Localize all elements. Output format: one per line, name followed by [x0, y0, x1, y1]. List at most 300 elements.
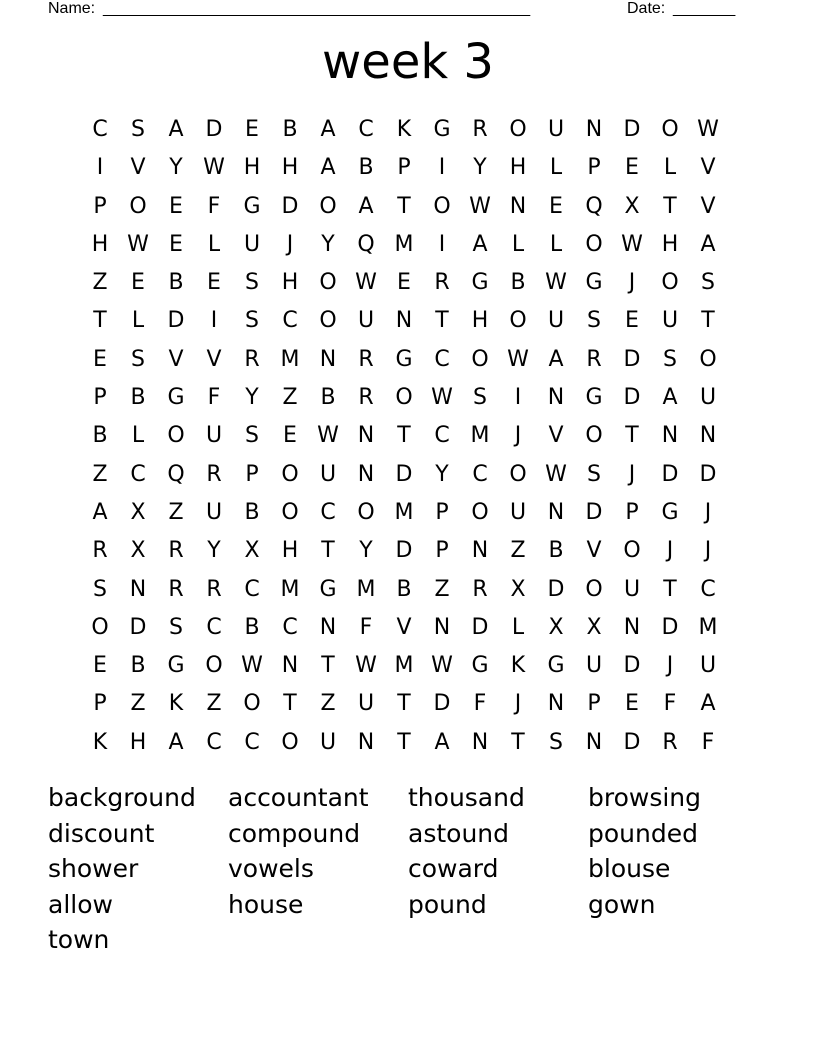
grid-letter: Z — [168, 499, 184, 525]
grid-letter: S — [587, 308, 601, 334]
word-bank-item: shower — [48, 854, 139, 883]
grid-letter: J — [666, 538, 674, 564]
grid-letter: E — [625, 155, 639, 181]
grid-letter: O — [395, 385, 413, 411]
grid-letter: W — [507, 346, 529, 372]
grid-letter: N — [395, 308, 413, 334]
grid-letter: H — [509, 155, 527, 181]
grid-letter: D — [471, 614, 489, 640]
grid-letter: W — [431, 385, 453, 411]
grid-letter: C — [244, 576, 260, 602]
grid-letter: U — [699, 385, 717, 411]
grid-letter: W — [431, 653, 453, 679]
grid-letter: A — [320, 155, 336, 181]
grid-letter: A — [320, 117, 336, 142]
grid-letter: T — [663, 193, 677, 219]
grid-letter: J — [514, 691, 522, 717]
grid-letter: O — [129, 193, 147, 219]
grid-letter: U — [509, 499, 527, 525]
grid-letter: Z — [92, 461, 108, 487]
grid-letter: O — [319, 193, 337, 219]
grid-letter: N — [471, 729, 489, 755]
grid-letter: N — [547, 385, 565, 411]
grid-letter: O — [243, 691, 261, 717]
grid-letter: W — [545, 270, 567, 296]
grid-letter: L — [511, 614, 525, 640]
grid-letter: M — [394, 653, 414, 679]
grid-letter: C — [130, 461, 146, 487]
grid-letter: O — [509, 117, 527, 142]
grid-letter: O — [509, 461, 527, 487]
grid-letter: P — [93, 193, 107, 219]
grid-letter: D — [623, 729, 641, 755]
grid-letter: C — [206, 729, 222, 755]
grid-letter: G — [395, 346, 413, 372]
grid-letter: C — [244, 729, 260, 755]
grid-letter: Z — [92, 270, 108, 296]
grid-letter: E — [549, 193, 563, 219]
grid-letter: G — [585, 270, 603, 296]
grid-letter: A — [700, 691, 716, 717]
grid-letter: N — [319, 614, 337, 640]
grid-letter: T — [397, 729, 411, 755]
grid-letter: L — [549, 231, 563, 257]
grid-letter: E — [169, 231, 183, 257]
grid-letter: K — [92, 729, 108, 755]
grid-letter: V — [168, 346, 184, 372]
grid-letter: X — [586, 614, 602, 640]
grid-letter: E — [397, 270, 411, 296]
grid-letter: U — [243, 231, 261, 257]
grid-letter: S — [587, 461, 601, 487]
grid-letter: E — [169, 193, 183, 219]
grid-letter: B — [92, 423, 108, 449]
grid-letter: J — [704, 499, 712, 525]
header-row — [48, 0, 748, 20]
grid-letter: F — [473, 691, 487, 717]
grid-letter: E — [245, 117, 259, 142]
grid-letter: T — [435, 308, 449, 334]
grid-letter: T — [397, 691, 411, 717]
grid-letter: C — [358, 117, 374, 142]
grid-letter: N — [699, 423, 717, 449]
grid-letter: V — [700, 193, 716, 219]
grid-letter: C — [282, 308, 298, 334]
grid-letter: S — [245, 423, 259, 449]
grid-letter: S — [663, 346, 677, 372]
grid-letter: I — [438, 231, 446, 257]
grid-letter: B — [510, 270, 526, 296]
word-bank-item: accountant — [228, 783, 369, 812]
grid-letter: D — [281, 193, 299, 219]
grid-letter: A — [168, 729, 184, 755]
grid-letter: B — [320, 385, 336, 411]
grid-letter: R — [168, 538, 184, 564]
grid-letter: E — [283, 423, 297, 449]
grid-letter: B — [282, 117, 298, 142]
word-bank-item: browsing — [588, 783, 702, 812]
grid-letter: Y — [321, 231, 335, 257]
grid-letter: A — [168, 117, 184, 142]
grid-letter: I — [438, 155, 446, 181]
grid-letter: T — [93, 308, 107, 334]
grid-letter: W — [241, 653, 263, 679]
grid-letter: Q — [357, 231, 375, 257]
grid-letter: D — [547, 576, 565, 602]
grid-letter: Z — [282, 385, 298, 411]
grid-letter: J — [286, 231, 294, 257]
grid-letter: O — [585, 576, 603, 602]
grid-letter: I — [96, 155, 104, 181]
grid-letter: G — [471, 653, 489, 679]
grid-letter: F — [701, 729, 715, 755]
grid-letter: L — [549, 155, 563, 181]
grid-letter: U — [319, 729, 337, 755]
grid-letter: D — [661, 461, 679, 487]
grid-letter: T — [663, 576, 677, 602]
grid-letter: C — [700, 576, 716, 602]
grid-letter: D — [623, 117, 641, 142]
grid-letter: V — [700, 155, 716, 181]
grid-letter: G — [167, 385, 185, 411]
grid-letter: R — [206, 461, 222, 487]
grid-letter: U — [357, 691, 375, 717]
grid-letter: B — [168, 270, 184, 296]
grid-letter: B — [396, 576, 412, 602]
grid-letter: R — [358, 385, 374, 411]
grid-letter: O — [281, 499, 299, 525]
grid-letter: C — [434, 423, 450, 449]
grid-letter: E — [93, 346, 107, 372]
word-bank-item: allow — [48, 889, 113, 919]
grid-letter: N — [433, 614, 451, 640]
grid-letter: B — [130, 385, 146, 411]
grid-letter: U — [205, 499, 223, 525]
grid-letter: D — [699, 461, 717, 487]
grid-letter: H — [129, 729, 147, 755]
grid-letter: M — [280, 576, 300, 602]
grid-letter: U — [699, 653, 717, 679]
grid-letter: D — [205, 117, 223, 142]
grid-letter: G — [661, 499, 679, 525]
grid-letter: T — [321, 538, 335, 564]
grid-letter: N — [585, 729, 603, 755]
grid-letter: B — [358, 155, 374, 181]
grid-letter: C — [206, 614, 222, 640]
grid-letter: U — [585, 653, 603, 679]
grid-letter: M — [394, 499, 414, 525]
grid-letter: V — [206, 346, 222, 372]
grid-letter: N — [357, 729, 375, 755]
grid-letter: Z — [130, 691, 146, 717]
word-bank-item: house — [228, 889, 304, 919]
grid-letter: O — [585, 231, 603, 257]
grid-letter: B — [244, 499, 260, 525]
grid-letter: T — [283, 691, 297, 717]
grid-letter: W — [697, 117, 719, 142]
grid-letter: W — [621, 231, 643, 257]
grid-letter: P — [435, 538, 449, 564]
grid-letter: A — [472, 231, 488, 257]
grid-letter: L — [207, 231, 221, 257]
grid-letter: S — [245, 308, 259, 334]
grid-letter: C — [92, 117, 108, 142]
grid-letter: M — [280, 346, 300, 372]
grid-letter: R — [472, 576, 488, 602]
grid-letter: O — [281, 729, 299, 755]
grid-letter: H — [243, 155, 261, 181]
grid-letter: W — [355, 270, 377, 296]
grid-letter: N — [129, 576, 147, 602]
grid-letter: D — [585, 499, 603, 525]
grid-letter: O — [585, 423, 603, 449]
grid-letter: H — [471, 308, 489, 334]
grid-letter: V — [396, 614, 412, 640]
grid-letter: X — [624, 193, 640, 219]
grid-letter: A — [548, 346, 564, 372]
grid-letter: O — [433, 193, 451, 219]
grid-letter: P — [93, 385, 107, 411]
grid-letter: X — [130, 538, 146, 564]
grid-letter: B — [548, 538, 564, 564]
grid-letter: U — [319, 461, 337, 487]
grid-letter: N — [623, 614, 641, 640]
grid-letter: U — [623, 576, 641, 602]
grid-letter: W — [317, 423, 339, 449]
grid-letter: M — [356, 576, 376, 602]
grid-letter: D — [395, 461, 413, 487]
grid-letter: H — [281, 155, 299, 181]
grid-letter: Y — [207, 538, 221, 564]
grid-letter: O — [661, 117, 679, 142]
word-bank-item: astound — [408, 818, 510, 848]
grid-letter: O — [661, 270, 679, 296]
grid-letter: J — [666, 653, 674, 679]
grid-letter: Q — [167, 461, 185, 487]
grid-letter: Y — [435, 461, 449, 487]
grid-letter: Y — [359, 538, 373, 564]
grid-letter: R — [472, 117, 488, 142]
grid-letter: X — [510, 576, 526, 602]
grid-letter: R — [244, 346, 260, 372]
grid-letter: G — [547, 653, 565, 679]
grid-letter: D — [433, 691, 451, 717]
grid-letter: M — [394, 231, 414, 257]
grid-letter: T — [397, 423, 411, 449]
grid-letter: H — [281, 270, 299, 296]
grid-letter: P — [435, 499, 449, 525]
word-bank-item: discount — [48, 818, 155, 848]
grid-letter: J — [628, 270, 636, 296]
grid-letter: B — [244, 614, 260, 640]
grid-letter: Y — [169, 155, 183, 181]
grid-letter: P — [625, 499, 639, 525]
grid-letter: A — [700, 231, 716, 257]
grid-letter: S — [245, 270, 259, 296]
grid-letter: G — [243, 193, 261, 219]
grid-letter: U — [357, 308, 375, 334]
grid-letter: S — [549, 729, 563, 755]
grid-letter: D — [623, 346, 641, 372]
grid-letter: T — [511, 729, 525, 755]
grid-letter: G — [585, 385, 603, 411]
grid-letter: O — [357, 499, 375, 525]
grid-letter: Y — [245, 385, 259, 411]
grid-letter: M — [470, 423, 490, 449]
grid-letter: E — [93, 653, 107, 679]
date-blank-line: _______ — [673, 0, 736, 17]
grid-letter: C — [320, 499, 336, 525]
grid-letter: X — [130, 499, 146, 525]
grid-letter: N — [547, 691, 565, 717]
grid-letter: A — [358, 193, 374, 219]
word-bank-item: pound — [408, 889, 487, 919]
grid-letter: F — [359, 614, 373, 640]
grid-letter: S — [169, 614, 183, 640]
grid-letter: E — [131, 270, 145, 296]
grid-letter: S — [93, 576, 107, 602]
word-bank-item: vowels — [228, 854, 314, 883]
grid-letter: N — [281, 653, 299, 679]
grid-letter: R — [358, 346, 374, 372]
grid-letter: J — [628, 461, 636, 487]
word-bank — [48, 780, 768, 958]
grid-letter: O — [509, 308, 527, 334]
grid-letter: S — [473, 385, 487, 411]
grid-letter: G — [433, 117, 451, 142]
grid-letter: A — [434, 729, 450, 755]
grid-letter: I — [514, 385, 522, 411]
grid-letter: B — [130, 653, 146, 679]
grid-letter: Z — [434, 576, 450, 602]
grid-letter: F — [207, 193, 221, 219]
grid-letter: Z — [206, 691, 222, 717]
grid-letter: G — [319, 576, 337, 602]
grid-letter: G — [471, 270, 489, 296]
grid-letter: H — [661, 231, 679, 257]
grid-letter: U — [661, 308, 679, 334]
grid-letter: C — [434, 346, 450, 372]
grid-letter: R — [92, 538, 108, 564]
grid-letter: W — [127, 231, 149, 257]
grid-letter: X — [244, 538, 260, 564]
grid-letter: L — [131, 308, 145, 334]
grid-letter: N — [357, 461, 375, 487]
grid-letter: E — [625, 308, 639, 334]
grid-letter: N — [585, 117, 603, 142]
grid-letter: O — [91, 614, 109, 640]
grid-letter: O — [471, 499, 489, 525]
grid-letter: X — [548, 614, 564, 640]
grid-letter: R — [662, 729, 678, 755]
grid-letter: L — [663, 155, 677, 181]
grid-letter: P — [587, 155, 601, 181]
grid-letter: W — [469, 193, 491, 219]
grid-letter: P — [93, 691, 107, 717]
grid-letter: K — [396, 117, 412, 142]
grid-letter: H — [281, 538, 299, 564]
grid-letter: W — [545, 461, 567, 487]
grid-letter: E — [207, 270, 221, 296]
grid-letter: T — [397, 193, 411, 219]
grid-letter: N — [661, 423, 679, 449]
name-blank-line: ________________________________________________ — [103, 0, 531, 17]
grid-letter: P — [587, 691, 601, 717]
letter-grid — [81, 111, 727, 762]
grid-letter: I — [210, 308, 218, 334]
grid-letter: J — [514, 423, 522, 449]
grid-letter: T — [321, 653, 335, 679]
grid-letter: R — [168, 576, 184, 602]
grid-letter: T — [625, 423, 639, 449]
name-label: Name: — [48, 0, 96, 17]
grid-letter: N — [509, 193, 527, 219]
grid-letter: P — [397, 155, 411, 181]
grid-letter: U — [547, 308, 565, 334]
grid-letter: C — [282, 614, 298, 640]
grid-letter: P — [245, 461, 259, 487]
grid-letter: Z — [320, 691, 336, 717]
grid-letter: Z — [510, 538, 526, 564]
grid-letter: O — [471, 346, 489, 372]
grid-letter: Q — [585, 193, 603, 219]
grid-letter: W — [203, 155, 225, 181]
page-title: week 3 — [322, 34, 494, 90]
grid-letter: R — [206, 576, 222, 602]
grid-letter: U — [547, 117, 565, 142]
grid-letter: U — [205, 423, 223, 449]
grid-letter: S — [131, 117, 145, 142]
grid-letter: O — [319, 270, 337, 296]
grid-letter: G — [167, 653, 185, 679]
grid-letter: E — [625, 691, 639, 717]
grid-letter: N — [471, 538, 489, 564]
grid-letter: K — [168, 691, 184, 717]
grid-letter: O — [699, 346, 717, 372]
grid-letter: O — [319, 308, 337, 334]
grid-letter: O — [167, 423, 185, 449]
grid-letter: V — [548, 423, 564, 449]
date-label: Date: — [627, 0, 666, 17]
grid-letter: S — [131, 346, 145, 372]
grid-letter: N — [319, 346, 337, 372]
grid-letter: N — [357, 423, 375, 449]
grid-letter: D — [623, 385, 641, 411]
grid-letter: M — [698, 614, 718, 640]
grid-letter: L — [511, 231, 525, 257]
word-bank-item: town — [48, 925, 110, 954]
word-bank-item: compound — [228, 818, 361, 848]
grid-letter: D — [661, 614, 679, 640]
grid-letter: T — [701, 308, 715, 334]
word-bank-item: background — [48, 783, 196, 812]
grid-letter: D — [623, 653, 641, 679]
grid-letter: D — [129, 614, 147, 640]
grid-letter: R — [434, 270, 450, 296]
grid-letter: V — [130, 155, 146, 181]
grid-letter: O — [623, 538, 641, 564]
word-bank-item: blouse — [588, 854, 671, 883]
grid-letter: Y — [473, 155, 487, 181]
grid-letter: F — [207, 385, 221, 411]
grid-letter: O — [281, 461, 299, 487]
word-bank-item: pounded — [588, 818, 698, 848]
word-bank-item: gown — [588, 889, 656, 919]
grid-letter: D — [167, 308, 185, 334]
grid-letter: W — [355, 653, 377, 679]
grid-letter: A — [92, 499, 108, 525]
grid-letter: J — [704, 538, 712, 564]
